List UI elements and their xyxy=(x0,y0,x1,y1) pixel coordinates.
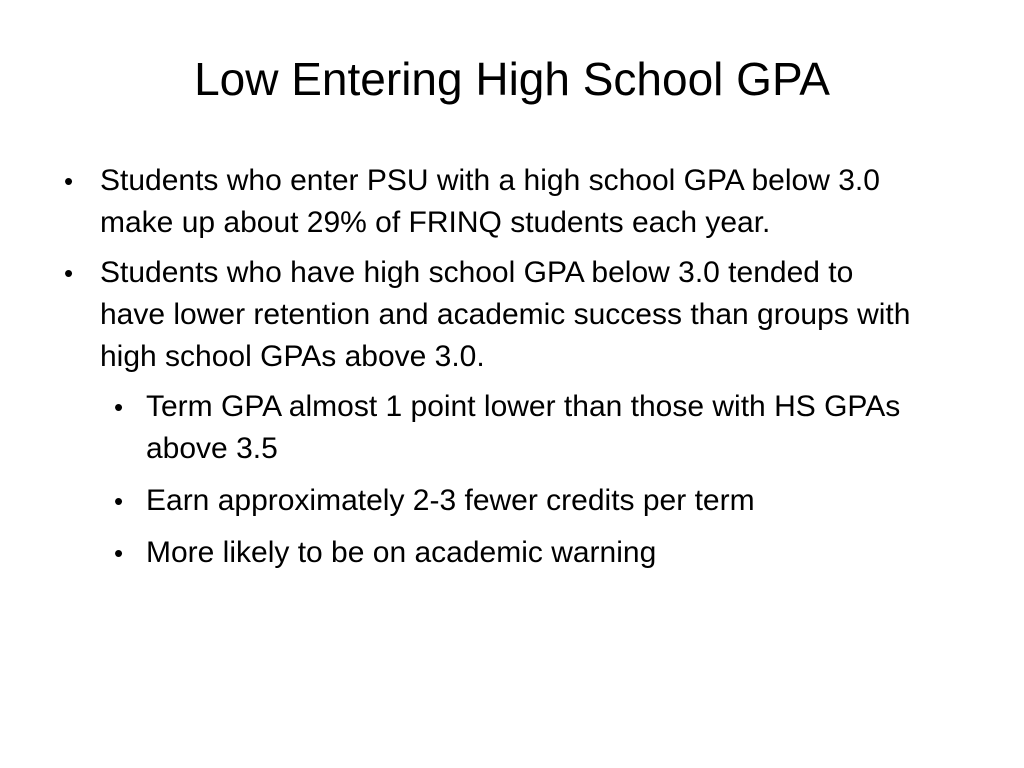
sub-bullet-item xyxy=(108,386,916,470)
bullet-icon: • xyxy=(114,392,124,422)
bullet-text: Students who enter PSU with a high school GPA below 3.0 make up about 29% of FRINQ students each year. xyxy=(100,164,880,239)
bullet-text: Earn approximately 2-3 fewer credits per term xyxy=(146,484,755,517)
bullet-icon: • xyxy=(64,258,74,288)
bullet-text: Students who have high school GPA below 3.0 tended to have lower retention and academic success than groups with high school GPAs above 3.0. xyxy=(100,256,911,373)
bullet-icon: • xyxy=(114,538,124,568)
sub-bullet-item xyxy=(108,532,916,574)
bullet-item xyxy=(62,252,920,378)
bullet-list xyxy=(62,160,942,584)
slide-title: Low Entering High School GPA xyxy=(194,53,830,105)
bullet-item xyxy=(62,160,920,244)
sub-bullet-item xyxy=(108,480,916,522)
bullet-icon: • xyxy=(114,486,124,516)
bullet-icon: • xyxy=(64,166,74,196)
bullet-text: Term GPA almost 1 point lower than those with HS GPAs above 3.5 xyxy=(146,390,901,465)
bullet-text: More likely to be on academic warning xyxy=(146,536,657,569)
